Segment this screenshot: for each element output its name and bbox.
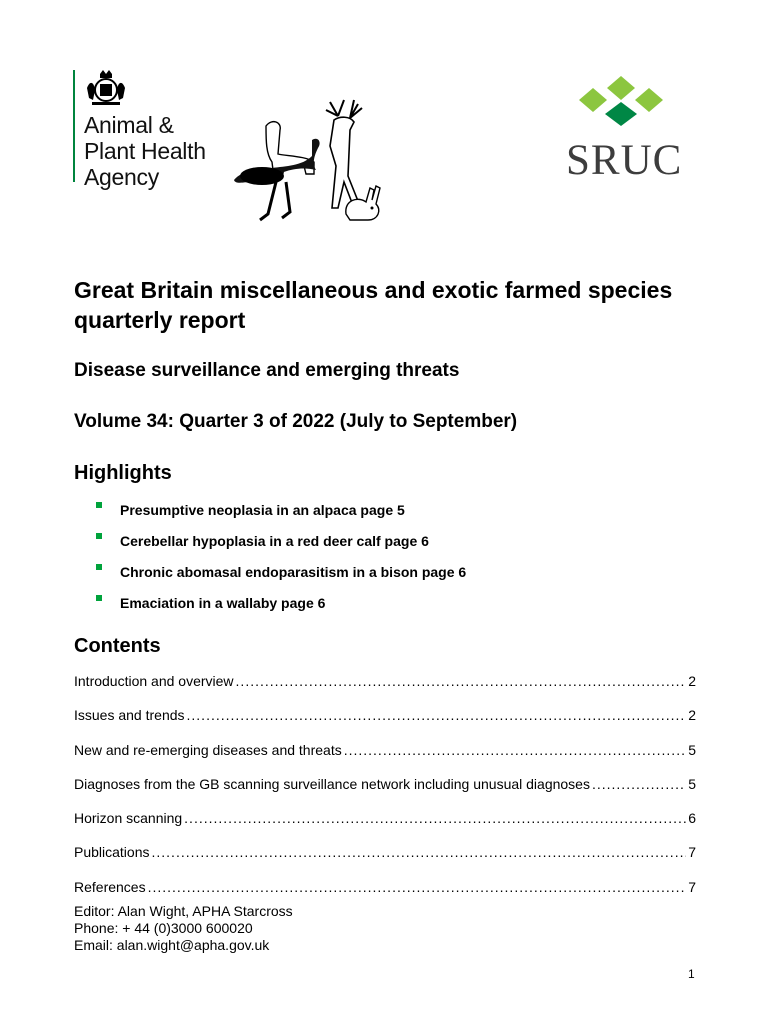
highlight-item (96, 587, 466, 618)
toc-entry-introduction[interactable] (74, 671, 696, 705)
sruc-logo-text: SRUC (566, 137, 683, 184)
toc-page: 2 (688, 707, 696, 724)
toc-entry-diagnoses[interactable] (74, 774, 696, 808)
toc-label: Publications (74, 844, 150, 861)
apha-logo-rule (73, 70, 75, 182)
toc-page: 7 (688, 878, 696, 895)
report-volume: Volume 34: Quarter 3 of 2022 (July to September) (74, 411, 518, 432)
toc-leader (592, 774, 686, 794)
highlight-text: Emaciation in a wallaby page 6 (120, 594, 326, 611)
toc-page: 5 (688, 741, 696, 758)
highlight-item (96, 525, 466, 556)
toc-label: References (74, 878, 146, 895)
sruc-diamonds-icon (565, 74, 677, 140)
toc-leader (184, 808, 686, 828)
page-number: 1 (688, 967, 695, 981)
editor-name: Editor: Alan Wight, APHA Starcross (74, 903, 293, 919)
toc-leader (344, 740, 687, 760)
report-subtitle: Disease surveillance and emerging threats (74, 360, 460, 381)
bullet-icon (96, 595, 102, 601)
apha-line-2: Plant Health (84, 138, 206, 164)
highlights-list (96, 494, 466, 618)
bullet-icon (96, 564, 102, 570)
toc-entry-horizon-scanning[interactable] (74, 808, 696, 842)
toc-label: Diagnoses from the GB scanning surveillance network including unusual diagnoses (74, 775, 590, 792)
toc-entry-issues-and-trends[interactable] (74, 705, 696, 739)
animal-illustration-icon (226, 96, 396, 236)
toc-leader (152, 842, 687, 862)
toc-label: Issues and trends (74, 707, 185, 724)
toc-label: New and re-emerging diseases and threats (74, 741, 342, 758)
toc-label: Horizon scanning (74, 810, 183, 827)
highlights-heading: Highlights (74, 462, 172, 484)
toc-leader (148, 877, 687, 897)
toc-page: 5 (688, 775, 696, 792)
contents-heading: Contents (74, 635, 161, 657)
bullet-icon (96, 533, 102, 539)
toc-page: 7 (688, 844, 696, 861)
royal-crest-icon (84, 68, 128, 108)
editor-phone: Phone: + 44 (0)3000 600020 (74, 920, 253, 936)
editor-email[interactable]: Email: alan.wight@apha.gov.uk (74, 937, 270, 953)
toc-page: 2 (688, 673, 696, 689)
table-of-contents (74, 671, 696, 911)
toc-entry-publications[interactable] (74, 842, 696, 876)
report-title: Great Britain miscellaneous and exotic farmed species quarterly report (74, 277, 673, 333)
toc-leader (187, 705, 687, 725)
toc-leader (236, 671, 687, 691)
apha-line-3: Agency (84, 164, 159, 190)
apha-line-1: Animal & (84, 112, 174, 138)
toc-label: Introduction and overview (74, 673, 234, 689)
highlight-text: Chronic abomasal endoparasitism in a bison page 6 (120, 563, 467, 580)
editor-contact (74, 903, 293, 954)
highlight-item (96, 494, 466, 525)
highlight-text: Presumptive neoplasia in an alpaca page 5 (120, 501, 405, 518)
bullet-icon (96, 502, 102, 508)
highlight-text: Cerebellar hypoplasia in a red deer calf page 6 (120, 532, 429, 549)
toc-page: 6 (688, 810, 696, 827)
highlight-item (96, 556, 466, 587)
apha-logo-text (84, 112, 206, 190)
toc-entry-new-diseases[interactable] (74, 740, 696, 774)
